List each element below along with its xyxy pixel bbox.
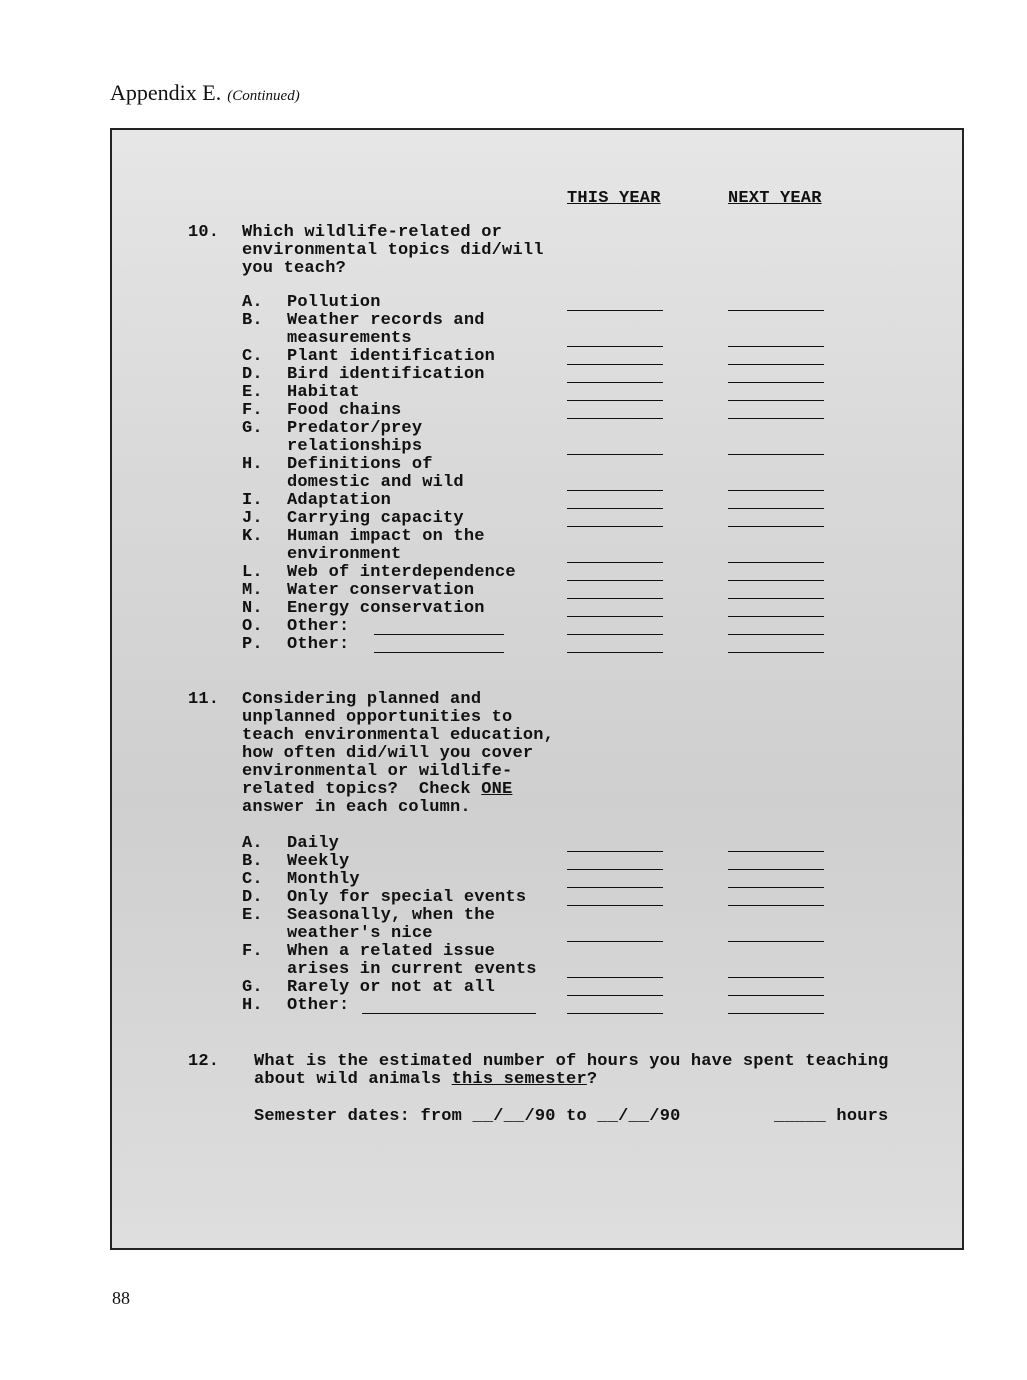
q10-this-year-blank[interactable]	[567, 418, 663, 419]
q10-text-3: you teach?	[242, 259, 347, 278]
q10-next-year-blank[interactable]	[728, 634, 824, 635]
q11-next-year-blank[interactable]	[728, 977, 824, 978]
q10-item-letter: C.	[242, 347, 263, 366]
q10-item-letter: N.	[242, 599, 263, 618]
q11-this-year-blank[interactable]	[567, 869, 663, 870]
q10-next-year-blank[interactable]	[728, 454, 824, 455]
q11-text-5: environmental or wildlife-	[242, 762, 513, 781]
q11-next-year-blank[interactable]	[728, 941, 824, 942]
q10-this-year-blank[interactable]	[567, 310, 663, 311]
page-header	[110, 80, 300, 106]
q12-this-semester: this semester	[451, 1070, 587, 1089]
q10-item-text: Pollution	[287, 293, 381, 312]
q11-item-text: weather's nice	[287, 924, 433, 943]
q11-next-year-blank[interactable]	[728, 887, 824, 888]
q10-this-year-blank[interactable]	[567, 490, 663, 491]
q10-item-letter: L.	[242, 563, 263, 582]
q11-item-letter: F.	[242, 942, 263, 961]
q11-text-2: unplanned opportunities to	[242, 708, 513, 727]
col-this-year: THIS YEAR	[567, 189, 661, 208]
q10-item-text: Carrying capacity	[287, 509, 464, 528]
q10-item-text: Plant identification	[287, 347, 496, 366]
q10-item-text: domestic and wild	[287, 473, 464, 492]
q11-item-text: Monthly	[287, 870, 360, 889]
q10-text-2: environmental topics did/will	[242, 241, 544, 260]
q10-this-year-blank[interactable]	[567, 346, 663, 347]
q12-text-2c: ?	[586, 1070, 598, 1089]
q11-item-letter: C.	[242, 870, 263, 889]
q11-other-write-in[interactable]	[362, 1013, 536, 1014]
q10-this-year-blank[interactable]	[567, 400, 663, 401]
q11-item-letter: E.	[242, 906, 263, 925]
q10-this-year-blank[interactable]	[567, 616, 663, 617]
q10-item-text: Food chains	[287, 401, 402, 420]
date-from-field[interactable]: __/__/90	[472, 1107, 556, 1126]
to-label: to	[566, 1107, 587, 1126]
q10-item-text: environment	[287, 545, 402, 564]
q10-item-letter: K.	[242, 527, 263, 546]
q10-item-text: measurements	[287, 329, 412, 348]
q10-item-text: Water conservation	[287, 581, 475, 600]
from-label: from	[420, 1107, 463, 1126]
survey-box	[110, 128, 964, 1250]
q11-item-text: arises in current events	[287, 960, 537, 979]
q11-item-letter: H.	[242, 996, 263, 1015]
q10-this-year-blank[interactable]	[567, 580, 663, 581]
q10-this-year-blank[interactable]	[567, 652, 663, 653]
q10-item-text: Adaptation	[287, 491, 392, 510]
q10-item-letter: A.	[242, 293, 263, 312]
q10-item-text: Energy conservation	[287, 599, 485, 618]
q10-this-year-blank[interactable]	[567, 598, 663, 599]
q10-next-year-blank[interactable]	[728, 562, 824, 563]
q11-text-4: how often did/will you cover	[242, 744, 534, 763]
q10-item-text: Web of interdependence	[287, 563, 516, 582]
q11-this-year-blank[interactable]	[567, 887, 663, 888]
q12-dates-row	[254, 1108, 681, 1126]
q10-item-letter: H.	[242, 455, 263, 474]
q10-next-year-blank[interactable]	[728, 616, 824, 617]
appendix-title: Appendix E.	[110, 80, 222, 105]
hours-row	[774, 1108, 888, 1126]
q12-text-2	[254, 1071, 597, 1089]
q10-item-letter: J.	[242, 509, 263, 528]
q10-item-text: Other:	[287, 617, 350, 636]
q10-next-year-blank[interactable]	[728, 418, 824, 419]
q10-next-year-blank[interactable]	[728, 400, 824, 401]
q10-next-year-blank[interactable]	[728, 346, 824, 347]
q10-item-text: Bird identification	[287, 365, 485, 384]
q12-number: 12.	[188, 1052, 220, 1071]
q10-number: 10.	[188, 223, 220, 242]
q10-next-year-blank[interactable]	[728, 508, 824, 509]
q10-item-text: Human impact on the	[287, 527, 485, 546]
q11-item-text: Weekly	[287, 852, 350, 871]
q10-item-letter: G.	[242, 419, 263, 438]
q10-next-year-blank[interactable]	[728, 310, 824, 311]
q11-item-text: Seasonally, when the	[287, 906, 496, 925]
dates-label: Semester dates:	[254, 1107, 411, 1126]
continued-label: (Continued)	[227, 88, 300, 104]
q10-next-year-blank[interactable]	[728, 364, 824, 365]
q11-next-year-blank[interactable]	[728, 851, 824, 852]
q11-this-year-blank[interactable]	[567, 905, 663, 906]
q12-text-2a: about wild animals	[254, 1070, 452, 1089]
q10-this-year-blank[interactable]	[567, 562, 663, 563]
q11-item-letter: B.	[242, 852, 263, 871]
q11-item-text: When a related issue	[287, 942, 496, 961]
q10-item-text: Other:	[287, 635, 350, 654]
q11-this-year-blank[interactable]	[567, 851, 663, 852]
q11-text-1: Considering planned and	[242, 690, 482, 709]
q10-this-year-blank[interactable]	[567, 526, 663, 527]
q11-this-year-blank[interactable]	[567, 941, 663, 942]
q11-item-text: Only for special events	[287, 888, 527, 907]
q11-item-letter: D.	[242, 888, 263, 907]
q11-number: 11.	[188, 690, 220, 709]
q11-next-year-blank[interactable]	[728, 1013, 824, 1014]
q10-this-year-blank[interactable]	[567, 454, 663, 455]
q11-text-6a: related topics? Check	[242, 780, 482, 799]
q11-this-year-blank[interactable]	[567, 977, 663, 978]
q11-next-year-blank[interactable]	[728, 905, 824, 906]
page-number: 88	[112, 1288, 130, 1308]
q10-other-write-in[interactable]	[374, 634, 504, 635]
q10-item-letter: D.	[242, 365, 263, 384]
q11-next-year-blank[interactable]	[728, 995, 824, 996]
q10-next-year-blank[interactable]	[728, 652, 824, 653]
q10-item-letter: M.	[242, 581, 263, 600]
q11-text-6	[242, 781, 512, 799]
q10-item-text: relationships	[287, 437, 423, 456]
q10-this-year-blank[interactable]	[567, 364, 663, 365]
q10-this-year-blank[interactable]	[567, 508, 663, 509]
q11-one: ONE	[481, 780, 513, 799]
hours-field[interactable]: _____	[774, 1107, 827, 1126]
q10-this-year-blank[interactable]	[567, 634, 663, 635]
date-to-field[interactable]: __/__/90	[597, 1107, 681, 1126]
q10-item-letter: O.	[242, 617, 263, 636]
q10-next-year-blank[interactable]	[728, 526, 824, 527]
q11-this-year-blank[interactable]	[567, 995, 663, 996]
q11-item-letter: G.	[242, 978, 263, 997]
q10-item-text: Definitions of	[287, 455, 433, 474]
q10-item-letter: E.	[242, 383, 263, 402]
q10-item-text: Habitat	[287, 383, 360, 402]
q11-item-letter: A.	[242, 834, 263, 853]
q10-next-year-blank[interactable]	[728, 580, 824, 581]
q11-next-year-blank[interactable]	[728, 869, 824, 870]
q11-text-3: teach environmental education,	[242, 726, 555, 745]
q11-this-year-blank[interactable]	[567, 1013, 663, 1014]
q10-this-year-blank[interactable]	[567, 382, 663, 383]
q10-text-1: Which wildlife-related or	[242, 223, 503, 242]
q10-next-year-blank[interactable]	[728, 382, 824, 383]
q10-item-letter: F.	[242, 401, 263, 420]
q11-item-text: Daily	[287, 834, 340, 853]
q10-item-text: Predator/prey	[287, 419, 423, 438]
hours-label: hours	[836, 1107, 889, 1126]
q12-text-1: What is the estimated number of hours you have spent teaching	[254, 1052, 889, 1071]
col-next-year: NEXT YEAR	[728, 189, 822, 208]
q10-item-letter: B.	[242, 311, 263, 330]
q10-item-letter: P.	[242, 635, 263, 654]
q10-next-year-blank[interactable]	[728, 598, 824, 599]
q11-item-text: Other:	[287, 996, 350, 1015]
q11-item-text: Rarely or not at all	[287, 978, 496, 997]
q11-text-7: answer in each column.	[242, 798, 471, 817]
q10-other-write-in[interactable]	[374, 652, 504, 653]
q10-item-letter: I.	[242, 491, 263, 510]
q10-item-text: Weather records and	[287, 311, 485, 330]
q10-next-year-blank[interactable]	[728, 490, 824, 491]
